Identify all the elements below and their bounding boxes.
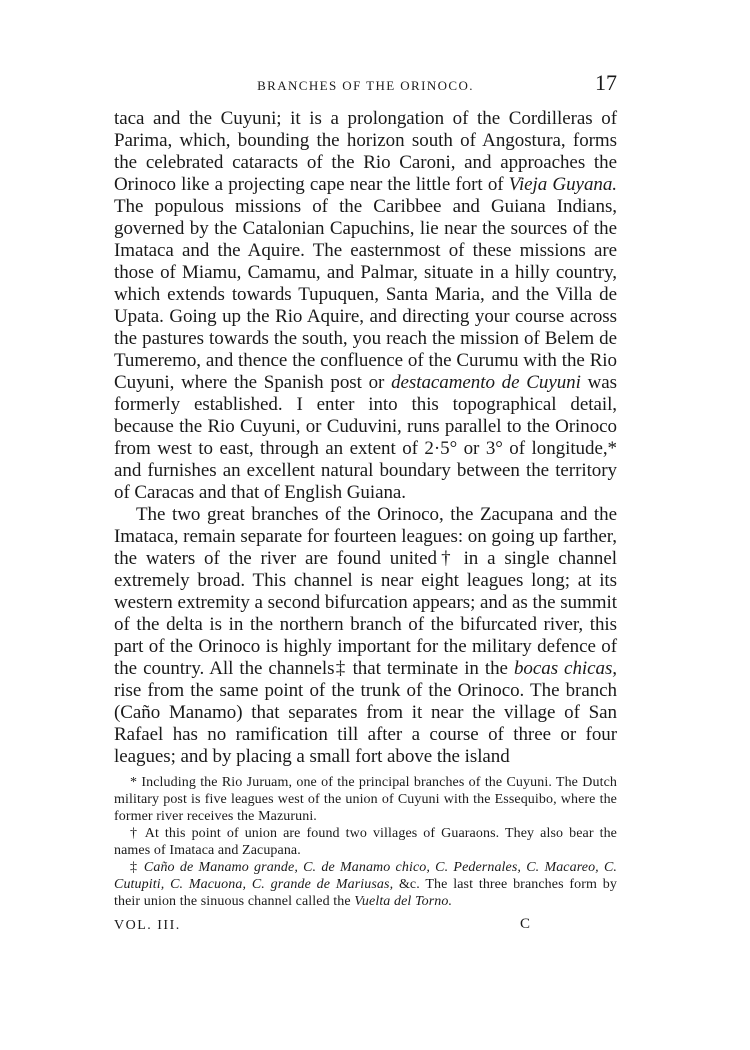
paragraph-2-text-a: The two great branches of the Orinoco, the Zacupana and the Imataca, remain separate for fourteen leagues: on going up farther, the waters of the river are found united† in a single channel extremely broad. This channel is near eight leagues long; at its western extremity a second bifurcation appears; and as the summit of the delta is in the northern branch of the bifurcated river, this part of the Orinoco is highly important for the military defence of the country. All the channels‡ that terminate in the (114, 504, 617, 679)
paragraph-2 (114, 504, 617, 768)
running-title: BRANCHES OF THE ORINOCO. (257, 78, 474, 93)
footnote-3-text: &c. The last three branches form by their union the sinuous channel called the (114, 877, 617, 909)
footnote-1: * Including the Rio Juruam, one of the principal branches of the Cuyuni. The Dutch military post is five leagues west of the union of Cuyuni with the Essequibo, where the former river receives the Mazuruni. (114, 775, 617, 824)
book-page (114, 70, 617, 990)
page-number: 17 (595, 70, 617, 95)
footnote-2: † At this point of union are found two villages of Guaraons. They also bear the names of Imataca and Zacupana. (114, 826, 617, 858)
paragraph-1-text-a: taca and the Cuyuni; it is a prolongation of the Cordilleras of Parima, which, bounding the horizon south of Angostura, forms the celebrated cataracts of the Rio Caroni, and approaches the Orinoco like a projecting cape near the little fort of (114, 108, 617, 195)
footnote-3 (114, 859, 617, 910)
body-text (114, 108, 617, 768)
paragraph-1 (114, 108, 617, 504)
paragraph-2-text-b: rise from the same point of the trunk of the Orinoco. The branch (Caño Manamo) that separates from it near the village of San Rafael has no ramification till after a course of three or four leagues; and by placing a small fort above the island (114, 680, 617, 767)
footnotes (114, 774, 617, 910)
paragraph-1-text-c: was formerly established. I enter into this topographical detail, because the Rio Cuyuni, or Cuduvini, runs parallel to the Orinoco from west to east, through an extent of 2·5° or 3° of longitude,* and furnishes an excellent natural boundary between the territory of Caracas and that of English Guiana. (114, 372, 617, 503)
footnote-3-italic-a: Caño de Manamo grande, C. de Manamo chico, C. Pedernales, C. Macareo, C. Cutupiti, C. Macuona, C. grande de Mariusas, (114, 860, 618, 892)
running-head (114, 70, 617, 100)
footnote-3-italic-b: Vuelta del Torno. (354, 894, 453, 909)
paragraph-1-italic-a: Vieja Guyana. (508, 174, 617, 195)
signature-mark: C (520, 916, 531, 932)
paragraph-1-text-b: The populous missions of the Caribbee and Guiana Indians, governed by the Catalonian Capuchins, lie near the sources of the Imataca and the Aquire. The easternmost of these missions are those of Miamu, Camamu, and Palmar, situate in a hilly country, which extends towards Tupuquen, Santa Maria, and the Villa de Upata. Going up the Rio Aquire, and directing your course across the pastures towards the south, you reach the mission of Belem de Tumeremo, and thence the confluence of the Curumu with the Rio Cuyuni, where the Spanish post or (114, 196, 617, 393)
footnote-3-mark: ‡ (130, 860, 144, 875)
paragraph-2-italic-a: bocas chicas, (513, 658, 617, 679)
paragraph-1-italic-b: destacamento de Cuyuni (391, 372, 581, 393)
signature-line (114, 914, 617, 936)
volume-label: VOL. III. (114, 918, 181, 933)
